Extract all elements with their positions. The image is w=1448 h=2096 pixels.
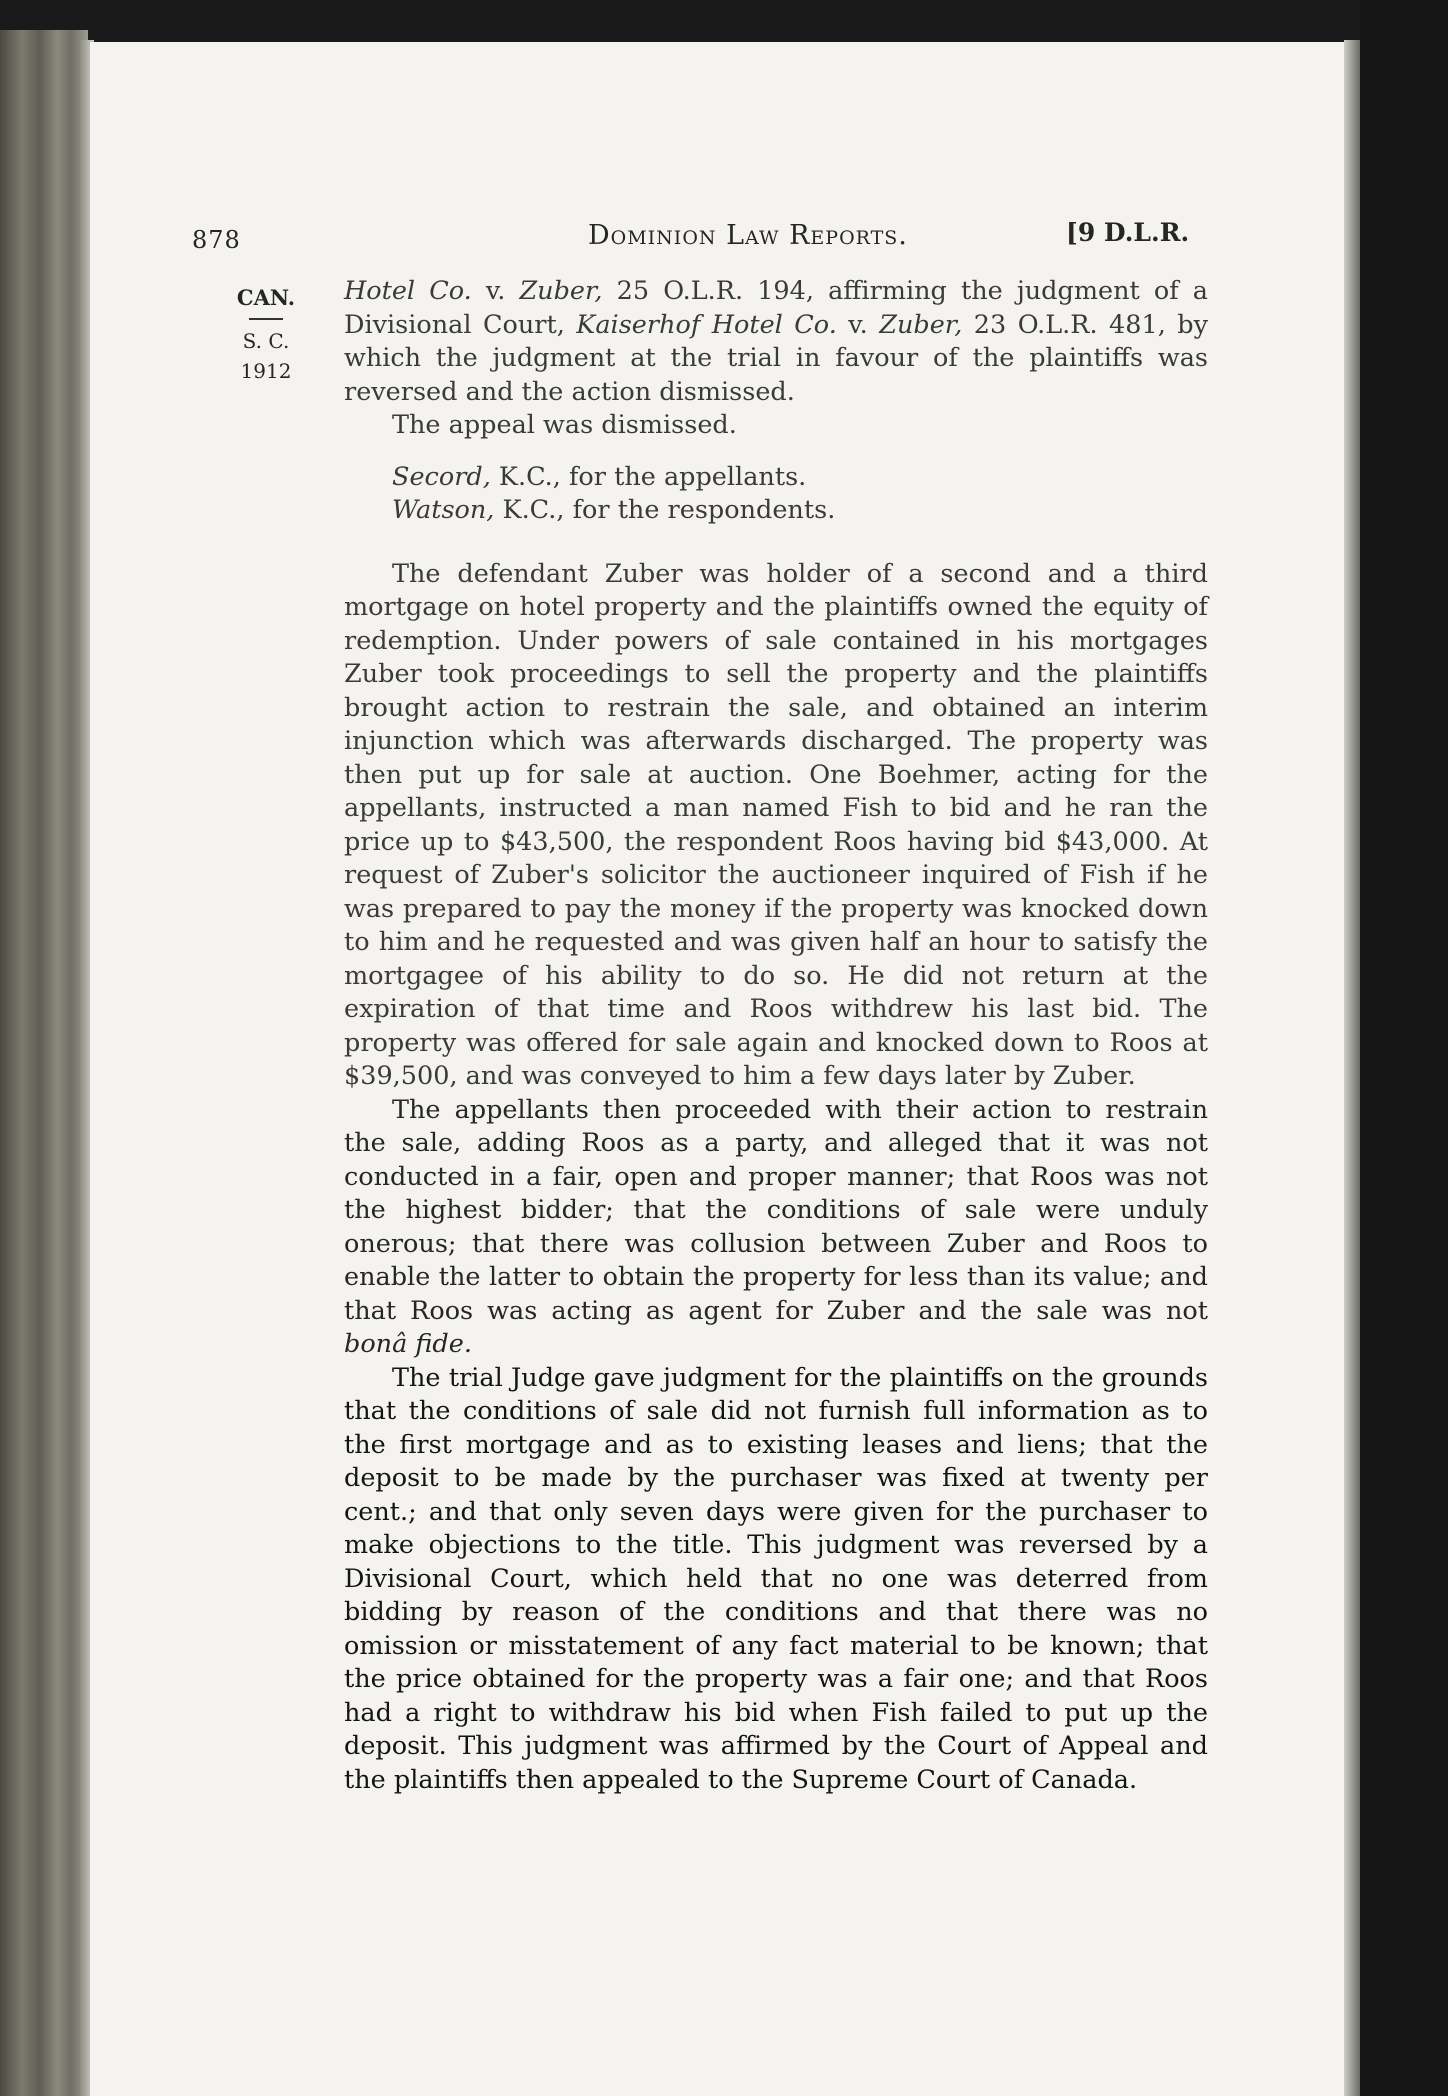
versus-b: v. xyxy=(836,309,880,340)
opening-text-2: 23 O.L.R. 481, by which the judgment at the trial in favour of the plaintiffs was reversed and the action dismissed. xyxy=(344,309,1208,407)
margin-note xyxy=(231,282,301,386)
bona-fide-term: bonâ fide. xyxy=(344,1329,472,1359)
margin-year: 1912 xyxy=(240,358,292,383)
scan-top-border xyxy=(0,0,1448,44)
facts-paragraph: The defendant Zuber was holder of a second and a third mortgage on hotel property and the plaintiffs owned the equity of redemption. Under powers of sale contained in his mortgages Zuber took proceedings to sell the property and the plaintiffs brought action to restrain the sale, and obtained an interim injunction which was afterwards discharged. The property was then put up for sale at auction. One Boehmer, acting for the appellants, instructed a man named Fish to bid and he ran the price up to $43,500, the respondent Roos having bid $43,000. At request of Zuber's solicitor the auctioneer inquired of Fish if he was prepared to pay the money if the property was knocked down to him and he requested and was given half an hour to satisfy the mortgagee of his ability to do so. He did not return at the expiration of that time and Roos withdrew his last bid. The property was offered for sale again and knocked down to Roos at $39,500, and was conveyed to him a few days later by Zuber. xyxy=(344,558,1208,1091)
counsel-role: K.C., for the respondents. xyxy=(494,495,836,525)
allegations-text: The appellants then proceeded with their action to restrain the sale, adding Roos as a party, and alleged that it was not conducted in a fair, open and proper manner; that Roos was not the highest bidder; that the conditions of sale were unduly onerous; that there was collusion between Zuber and Roos to enable the latter to obtain the property for less than its value; and that Roos was acting as agent for Zuber and the sale was not xyxy=(344,1094,1208,1326)
counsel-block xyxy=(344,461,1208,528)
body-text xyxy=(344,275,1208,1797)
opening-paragraph xyxy=(344,275,1208,409)
running-title: Dominion Law Reports. xyxy=(588,220,908,251)
margin-rule xyxy=(249,318,283,320)
counsel-name: Secord, xyxy=(392,461,491,492)
margin-country: CAN. xyxy=(236,285,296,310)
judgment-paragraph: The trial Judge gave judgment for the plaintiffs on the grounds that the conditions of sale did not furnish full information as to the first mortgage and as to existing leases and liens; that the deposit to be made by the purchaser was fixed at twenty per cent.; and that only seven days were given for the purchaser to make objections to the title. This judgment was reversed by a Divisional Court, which held that no one was deterred from bidding by reason of the conditions and that there was no omission or misstatement of any fact material to be known; that the price obtained for the property was a fair one; and that Roos had a right to withdraw his bid when Fish failed to put up the deposit. This judgment was affirmed by the Court of Appeal and the plaintiffs then appealed to the Supreme Court of Canada. xyxy=(344,1362,1208,1795)
versus-a: v. xyxy=(471,276,520,306)
party-a: Zuber, xyxy=(519,276,603,306)
page-number: 878 xyxy=(192,226,241,254)
allegations-paragraph xyxy=(344,1094,1208,1362)
page-right-shadow xyxy=(1344,40,1360,2096)
margin-court: S. C. xyxy=(242,328,290,353)
case-name-a: Hotel Co. xyxy=(344,276,472,306)
counsel-name: Watson, xyxy=(392,495,495,525)
running-header xyxy=(192,218,1192,258)
book-spine xyxy=(0,30,88,2096)
counsel-respondents xyxy=(344,494,1208,528)
party-b: Zuber, xyxy=(879,309,963,340)
volume-reference: [9 D.L.R. xyxy=(1066,218,1190,247)
case-name-b: Kaiserhof Hotel Co. xyxy=(576,309,837,340)
scan-right-border xyxy=(1360,0,1448,2096)
opening-text-1: 25 O.L.R. 194, affirming the judgment of a Divisional Court, xyxy=(344,276,1208,340)
counsel-appellants xyxy=(344,461,1208,495)
disposition-line: The appeal was dismissed. xyxy=(392,410,737,440)
counsel-role: K.C., for the appellants. xyxy=(490,461,807,492)
